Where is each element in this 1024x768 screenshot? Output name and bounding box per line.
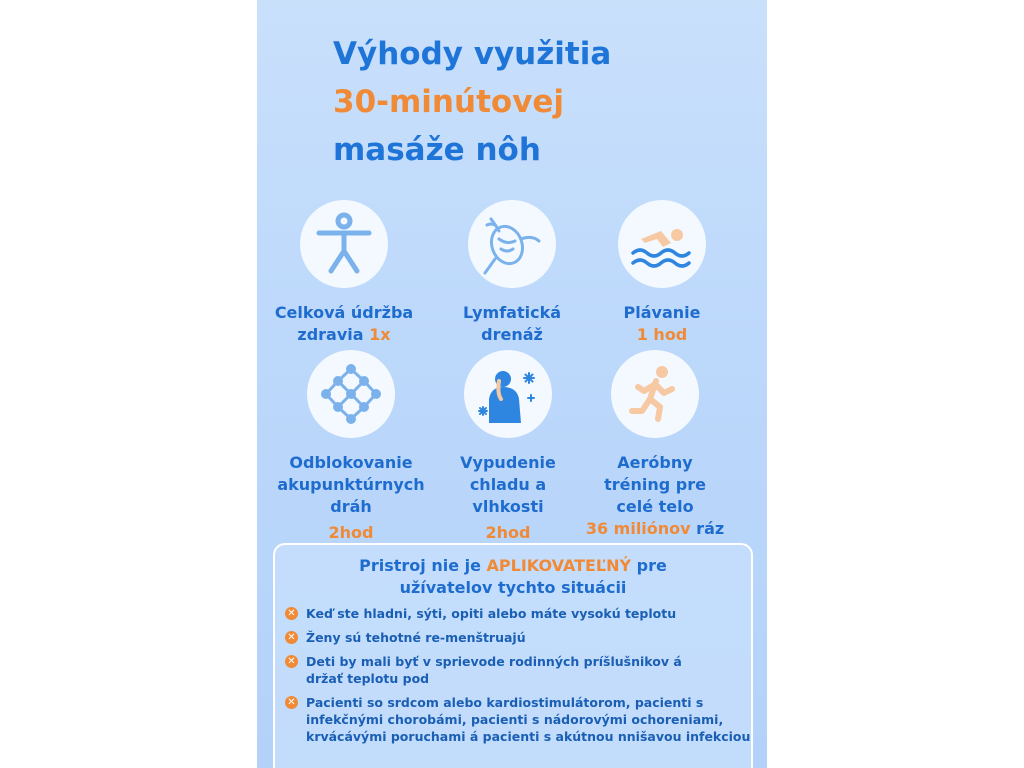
- benefit-duration: 36 miliónov: [585, 519, 691, 538]
- benefit-label: [575, 452, 735, 540]
- person-icon: [309, 209, 379, 279]
- title-line-2: 30-minútovej: [333, 84, 565, 120]
- benefit-duration: 2hod: [328, 523, 374, 542]
- list-item: [285, 653, 751, 687]
- benefit-item-acupuncture: [271, 350, 431, 544]
- warning-title-after: pre: [636, 556, 667, 575]
- benefit-icon-circle: [618, 200, 706, 288]
- list-item-text: Pacienti so srdcom alebo kardiostimulátorom, pacienti s infekčnými chorobámi, pacienti s nádorovými ochoreniami, krvácávými poruchami á pacienti s akútnou nnišavou infekciou: [306, 695, 751, 744]
- benefit-label: [264, 302, 424, 346]
- benefit-suffix: ráz: [696, 519, 725, 538]
- list-item-text: Ženy sú tehotné re-menštruajú: [306, 630, 526, 645]
- warning-title-highlight: APLIKOVATEĽNÝ: [486, 556, 632, 575]
- benefit-item-cold: [428, 350, 588, 544]
- contraindications-box: [273, 543, 753, 768]
- cold-person-icon: [473, 359, 543, 429]
- contraindications-title: [275, 555, 751, 599]
- benefit-duration: 1 hod: [636, 325, 688, 344]
- benefit-text: Lymfatická drenáž: [462, 303, 562, 344]
- contraindications-list: [285, 605, 751, 745]
- list-item-text: Deti by mali byť v sprievode rodinných príšlušnikov á držať teplotu pod: [306, 654, 682, 686]
- infographic-poster: [257, 0, 767, 768]
- benefit-label: [582, 302, 742, 346]
- benefit-duration: 1x: [369, 325, 391, 344]
- close-circle-icon: ✕: [285, 655, 298, 668]
- swimming-icon: [627, 209, 697, 279]
- benefit-label: [428, 452, 588, 544]
- title-line-1: Výhody využitia: [333, 36, 612, 72]
- benefit-icon-circle: [464, 350, 552, 438]
- running-icon: [620, 359, 690, 429]
- benefit-label: [432, 302, 592, 346]
- benefit-text: Odblokovanie akupunktúrnych dráh: [277, 453, 425, 516]
- benefit-text: Plávanie: [623, 303, 701, 322]
- benefit-text: Celková údržba zdravia: [274, 303, 414, 344]
- lymph-node-icon: [477, 209, 547, 279]
- close-circle-icon: ✕: [285, 631, 298, 644]
- warning-title-line2: užívatelov tychto situácii: [399, 578, 627, 597]
- benefit-text: Vypudenie chladu a vlhkosti: [460, 453, 556, 516]
- list-item-text: Keď ste hladni, sýti, opiti alebo máte vysokú teplotu: [306, 606, 677, 621]
- benefit-item-aerobic: [575, 350, 735, 540]
- page-title: [333, 30, 611, 174]
- benefit-item-health: [264, 200, 424, 346]
- benefit-icon-circle: [300, 200, 388, 288]
- benefit-item-swimming: [582, 200, 742, 346]
- warning-title-before: Pristroj nie je: [359, 556, 481, 575]
- benefit-text: Aeróbny tréning pre celé telo: [604, 453, 706, 516]
- close-circle-icon: ✕: [285, 696, 298, 709]
- list-item: [285, 694, 751, 745]
- network-nodes-icon: [316, 359, 386, 429]
- close-circle-icon: ✕: [285, 607, 298, 620]
- benefit-icon-circle: [468, 200, 556, 288]
- benefit-label: [271, 452, 431, 544]
- list-item: [285, 605, 751, 622]
- benefit-duration: 2hod: [485, 523, 531, 542]
- title-line-3: masáže nôh: [333, 132, 541, 168]
- benefit-item-lymph: [432, 200, 592, 346]
- benefit-icon-circle: [307, 350, 395, 438]
- benefit-icon-circle: [611, 350, 699, 438]
- list-item: [285, 629, 751, 646]
